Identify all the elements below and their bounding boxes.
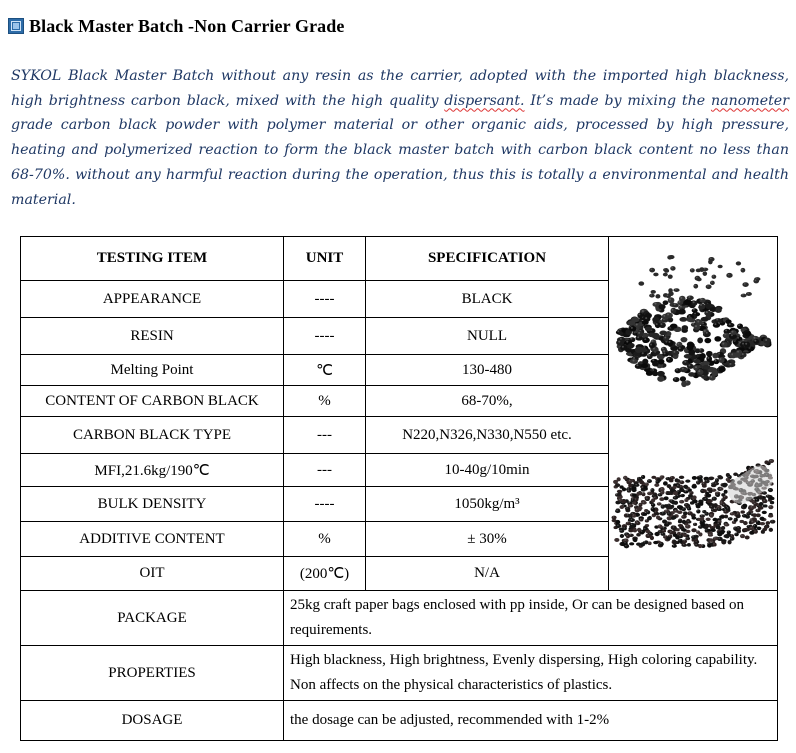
product-photo-pellets-spill bbox=[609, 417, 778, 591]
intro-text-start: SYKOL Black Master Batch without any resin as the carrier, adopted with the imported high blackness, high brightness carbon black, mixed with the high quality bbox=[11, 68, 789, 109]
row-item: CONTENT OF CARBON BLACK bbox=[21, 386, 284, 417]
row-spec: High blackness, High brightness, Evenly dispersing, High coloring capability. Non affects on the physical characteristics of plastics. bbox=[284, 646, 778, 701]
specification-table bbox=[20, 236, 778, 741]
row-item: PACKAGE bbox=[21, 591, 284, 646]
row-spec: 68-70%, bbox=[366, 386, 609, 417]
row-unit: --- bbox=[284, 417, 366, 454]
row-item: PROPERTIES bbox=[21, 646, 284, 701]
row-spec: N/A bbox=[366, 557, 609, 591]
row-unit: ℃ bbox=[284, 355, 366, 386]
row-item: CARBON BLACK TYPE bbox=[21, 417, 284, 454]
row-item: MFI,21.6kg/190℃ bbox=[21, 454, 284, 487]
row-unit: ---- bbox=[284, 318, 366, 355]
row-spec: N220,N326,N330,N550 etc. bbox=[366, 417, 609, 454]
row-item: Melting Point bbox=[21, 355, 284, 386]
row-spec: 130-480 bbox=[366, 355, 609, 386]
page-title-bar bbox=[8, 13, 344, 39]
row-item: BULK DENSITY bbox=[21, 487, 284, 522]
header-specification: SPECIFICATION bbox=[366, 237, 609, 281]
row-spec: NULL bbox=[366, 318, 609, 355]
table-row-wide bbox=[21, 701, 778, 741]
table-header-row bbox=[21, 237, 778, 281]
row-unit: ---- bbox=[284, 487, 366, 522]
intro-paragraph bbox=[11, 64, 789, 212]
pellets-pile-image bbox=[609, 237, 777, 416]
row-spec: 25kg craft paper bags enclosed with pp inside, Or can be designed based on requirements. bbox=[284, 591, 778, 646]
row-item: RESIN bbox=[21, 318, 284, 355]
table-row-wide bbox=[21, 591, 778, 646]
row-item: ADDITIVE CONTENT bbox=[21, 522, 284, 557]
row-item: APPEARANCE bbox=[21, 281, 284, 318]
row-unit: ---- bbox=[284, 281, 366, 318]
product-photo-pellets-pile bbox=[609, 237, 778, 417]
row-spec: the dosage can be adjusted, recommended with 1-2% bbox=[284, 701, 778, 741]
intro-text-middle: It’s made by mixing the bbox=[524, 92, 711, 109]
header-testing-item: TESTING ITEM bbox=[21, 237, 284, 281]
row-spec: BLACK bbox=[366, 281, 609, 318]
pellets-spill-image bbox=[609, 417, 777, 590]
row-spec: 10-40g/10min bbox=[366, 454, 609, 487]
spellcheck-word-nanometer: nanometer bbox=[710, 92, 789, 109]
table-row bbox=[21, 417, 778, 454]
document-icon bbox=[8, 18, 24, 34]
row-unit: % bbox=[284, 522, 366, 557]
page-title: Black Master Batch -Non Carrier Grade bbox=[29, 15, 345, 36]
intro-text-end: grade carbon black powder with polymer material or other organic aids, processed by high pressure, heating and polymerized reaction to form the black master batch with carbon black content no less than 68-70%. without any harmful reaction during the operation, thus this is totally a environmental and health material. bbox=[11, 117, 789, 208]
row-unit: (200℃) bbox=[284, 557, 366, 591]
row-spec: ± 30% bbox=[366, 522, 609, 557]
row-item: OIT bbox=[21, 557, 284, 591]
row-unit: --- bbox=[284, 454, 366, 487]
spellcheck-word-dispersant: dispersant. bbox=[444, 92, 525, 109]
row-unit: % bbox=[284, 386, 366, 417]
row-spec: 1050kg/m³ bbox=[366, 487, 609, 522]
header-unit: UNIT bbox=[284, 237, 366, 281]
table-row-wide bbox=[21, 646, 778, 701]
row-item: DOSAGE bbox=[21, 701, 284, 741]
